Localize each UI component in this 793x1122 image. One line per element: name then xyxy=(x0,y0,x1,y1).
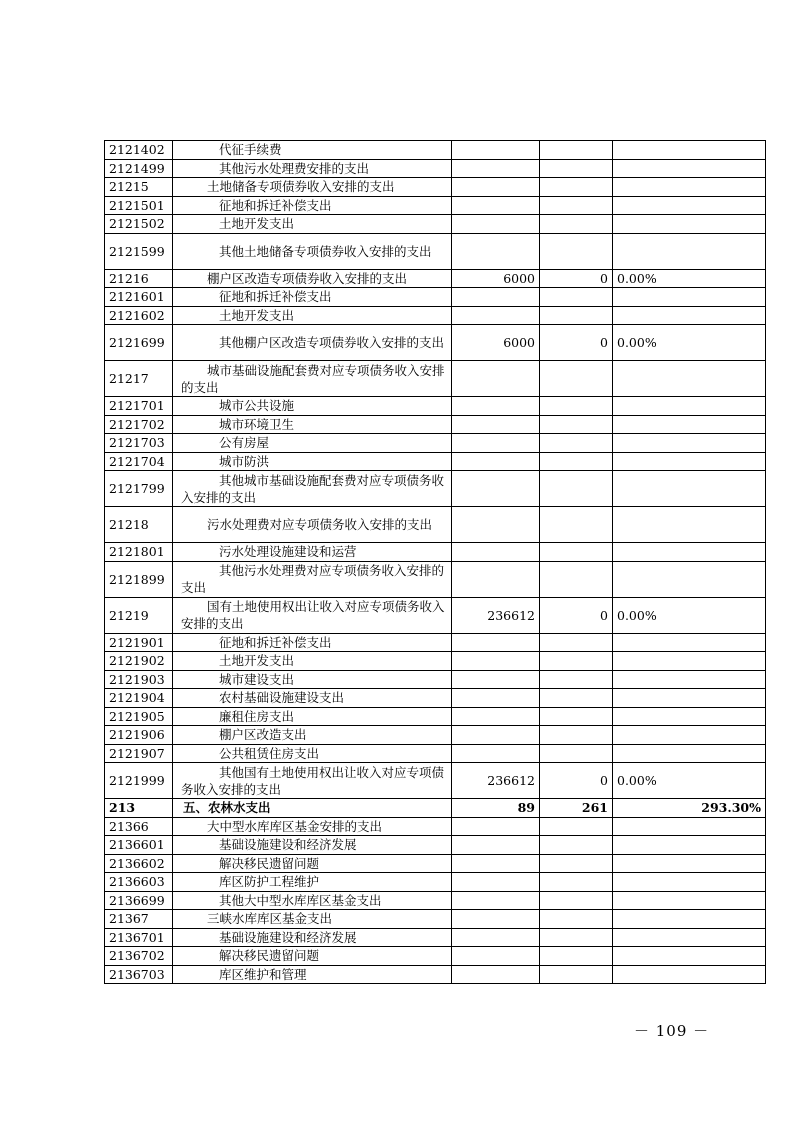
cell-budget-value xyxy=(452,910,540,929)
table-row xyxy=(105,196,766,215)
cell-name: 城市公共设施 xyxy=(173,397,452,416)
cell-percentage xyxy=(613,910,766,929)
cell-code: 2136699 xyxy=(105,891,173,910)
table-row xyxy=(105,471,766,507)
table-row xyxy=(105,397,766,416)
cell-name: 三峡水库库区基金支出 xyxy=(173,910,452,929)
cell-actual-value xyxy=(540,452,613,471)
cell-budget-value xyxy=(452,141,540,160)
cell-actual-value xyxy=(540,652,613,671)
table-row xyxy=(105,670,766,689)
cell-code: 2136603 xyxy=(105,873,173,892)
table-row xyxy=(105,178,766,197)
cell-budget-value xyxy=(452,652,540,671)
cell-actual-value xyxy=(540,543,613,562)
cell-budget-value xyxy=(452,670,540,689)
cell-name: 基础设施建设和经济发展 xyxy=(173,836,452,855)
cell-name: 棚户区改造支出 xyxy=(173,726,452,745)
cell-percentage xyxy=(613,159,766,178)
cell-name: 土地开发支出 xyxy=(173,215,452,234)
cell-budget-value xyxy=(452,817,540,836)
table-row xyxy=(105,763,766,799)
cell-budget-value xyxy=(452,471,540,507)
cell-actual-value xyxy=(540,561,613,597)
cell-percentage xyxy=(613,397,766,416)
cell-actual-value xyxy=(540,947,613,966)
cell-actual-value xyxy=(540,836,613,855)
cell-percentage xyxy=(613,947,766,966)
cell-code: 2121402 xyxy=(105,141,173,160)
table-row xyxy=(105,159,766,178)
cell-percentage xyxy=(613,726,766,745)
cell-budget-value xyxy=(452,415,540,434)
cell-actual-value xyxy=(540,434,613,453)
cell-actual-value xyxy=(540,159,613,178)
cell-actual-value xyxy=(540,361,613,397)
table-row xyxy=(105,726,766,745)
cell-budget-value xyxy=(452,288,540,307)
cell-actual-value xyxy=(540,726,613,745)
cell-percentage xyxy=(613,233,766,269)
table-row xyxy=(105,269,766,288)
cell-code: 2136703 xyxy=(105,965,173,984)
cell-percentage xyxy=(613,928,766,947)
table-row xyxy=(105,434,766,453)
cell-name: 城市防洪 xyxy=(173,452,452,471)
cell-actual-value: 0 xyxy=(540,597,613,633)
table-row xyxy=(105,836,766,855)
table-row xyxy=(105,306,766,325)
cell-actual-value xyxy=(540,910,613,929)
table-row xyxy=(105,891,766,910)
table-row xyxy=(105,543,766,562)
cell-actual-value xyxy=(540,633,613,652)
cell-percentage: 0.00% xyxy=(613,325,766,361)
cell-code: 2121903 xyxy=(105,670,173,689)
cell-budget-value xyxy=(452,873,540,892)
cell-budget-value xyxy=(452,561,540,597)
cell-percentage xyxy=(613,873,766,892)
table-row xyxy=(105,652,766,671)
cell-budget-value xyxy=(452,233,540,269)
cell-code: 2136602 xyxy=(105,854,173,873)
cell-percentage xyxy=(613,965,766,984)
cell-budget-value: 89 xyxy=(452,799,540,818)
cell-budget-value xyxy=(452,306,540,325)
cell-budget-value: 6000 xyxy=(452,269,540,288)
cell-name: 土地储备专项债券收入安排的支出 xyxy=(173,178,452,197)
cell-name: 其他棚户区改造专项债券收入安排的支出 xyxy=(173,325,452,361)
cell-code: 21217 xyxy=(105,361,173,397)
cell-name: 代征手续费 xyxy=(173,141,452,160)
cell-name: 五、农林水支出 xyxy=(173,799,452,818)
cell-budget-value xyxy=(452,891,540,910)
cell-code: 2121601 xyxy=(105,288,173,307)
cell-code: 2121799 xyxy=(105,471,173,507)
cell-name: 其他污水处理费安排的支出 xyxy=(173,159,452,178)
cell-code: 2121699 xyxy=(105,325,173,361)
cell-code: 2136701 xyxy=(105,928,173,947)
cell-name: 城市建设支出 xyxy=(173,670,452,689)
cell-name: 污水处理设施建设和运营 xyxy=(173,543,452,562)
cell-name: 其他大中型水库库区基金支出 xyxy=(173,891,452,910)
cell-percentage xyxy=(613,744,766,763)
cell-actual-value xyxy=(540,817,613,836)
cell-name: 解决移民遗留问题 xyxy=(173,947,452,966)
cell-actual-value: 0 xyxy=(540,325,613,361)
cell-budget-value xyxy=(452,854,540,873)
cell-code: 2121702 xyxy=(105,415,173,434)
cell-percentage xyxy=(613,434,766,453)
cell-budget-value xyxy=(452,836,540,855)
cell-percentage: 0.00% xyxy=(613,269,766,288)
table-row xyxy=(105,215,766,234)
cell-actual-value xyxy=(540,873,613,892)
cell-budget-value: 236612 xyxy=(452,597,540,633)
table-row xyxy=(105,415,766,434)
cell-actual-value xyxy=(540,689,613,708)
page-number: － 109 － xyxy=(634,1022,710,1040)
cell-name: 土地开发支出 xyxy=(173,306,452,325)
table-row xyxy=(105,633,766,652)
cell-budget-value xyxy=(452,928,540,947)
cell-name: 其他土地储备专项债券收入安排的支出 xyxy=(173,233,452,269)
cell-actual-value xyxy=(540,854,613,873)
table-row xyxy=(105,689,766,708)
cell-actual-value xyxy=(540,507,613,543)
cell-percentage xyxy=(613,854,766,873)
cell-percentage xyxy=(613,836,766,855)
cell-actual-value: 0 xyxy=(540,763,613,799)
cell-percentage xyxy=(613,215,766,234)
cell-actual-value xyxy=(540,891,613,910)
cell-name: 棚户区改造专项债券收入安排的支出 xyxy=(173,269,452,288)
cell-code: 2121501 xyxy=(105,196,173,215)
table-row xyxy=(105,452,766,471)
table-row xyxy=(105,947,766,966)
cell-code: 2121499 xyxy=(105,159,173,178)
cell-budget-value xyxy=(452,726,540,745)
cell-percentage xyxy=(613,817,766,836)
cell-name: 公共租赁住房支出 xyxy=(173,744,452,763)
table-row xyxy=(105,744,766,763)
cell-percentage xyxy=(613,670,766,689)
cell-code: 21219 xyxy=(105,597,173,633)
cell-actual-value: 0 xyxy=(540,269,613,288)
cell-code: 2121904 xyxy=(105,689,173,708)
cell-code: 2136601 xyxy=(105,836,173,855)
table-row xyxy=(105,561,766,597)
cell-budget-value xyxy=(452,159,540,178)
cell-percentage xyxy=(613,196,766,215)
cell-budget-value xyxy=(452,196,540,215)
cell-actual-value xyxy=(540,215,613,234)
cell-code: 2136702 xyxy=(105,947,173,966)
cell-percentage xyxy=(613,561,766,597)
cell-code: 2121704 xyxy=(105,452,173,471)
table-row xyxy=(105,928,766,947)
table-row xyxy=(105,817,766,836)
table-row xyxy=(105,597,766,633)
table-row xyxy=(105,707,766,726)
cell-actual-value xyxy=(540,928,613,947)
cell-name: 国有土地使用权出让收入对应专项债务收入安排的支出 xyxy=(173,597,452,633)
cell-code: 213 xyxy=(105,799,173,818)
cell-budget-value xyxy=(452,434,540,453)
cell-percentage: 0.00% xyxy=(613,763,766,799)
cell-code: 21366 xyxy=(105,817,173,836)
cell-budget-value: 236612 xyxy=(452,763,540,799)
cell-actual-value xyxy=(540,707,613,726)
cell-code: 2121502 xyxy=(105,215,173,234)
cell-code: 21215 xyxy=(105,178,173,197)
cell-actual-value xyxy=(540,178,613,197)
cell-budget-value xyxy=(452,633,540,652)
table-row xyxy=(105,965,766,984)
table-row xyxy=(105,799,766,818)
cell-code: 2121901 xyxy=(105,633,173,652)
cell-actual-value xyxy=(540,288,613,307)
cell-percentage xyxy=(613,689,766,708)
cell-name: 农村基础设施建设支出 xyxy=(173,689,452,708)
table-row xyxy=(105,288,766,307)
budget-table xyxy=(104,140,766,984)
table-row xyxy=(105,507,766,543)
cell-budget-value xyxy=(452,947,540,966)
cell-code: 2121599 xyxy=(105,233,173,269)
cell-percentage xyxy=(613,471,766,507)
table-row xyxy=(105,910,766,929)
cell-name: 其他城市基础设施配套费对应专项债务收入安排的支出 xyxy=(173,471,452,507)
cell-budget-value xyxy=(452,397,540,416)
cell-budget-value xyxy=(452,178,540,197)
table-body xyxy=(105,141,766,984)
cell-actual-value xyxy=(540,744,613,763)
cell-name: 解决移民遗留问题 xyxy=(173,854,452,873)
cell-budget-value xyxy=(452,707,540,726)
cell-percentage xyxy=(613,288,766,307)
cell-actual-value xyxy=(540,233,613,269)
table-row xyxy=(105,325,766,361)
cell-code: 2121907 xyxy=(105,744,173,763)
cell-name: 污水处理费对应专项债务收入安排的支出 xyxy=(173,507,452,543)
cell-percentage xyxy=(613,543,766,562)
cell-actual-value xyxy=(540,196,613,215)
cell-name: 大中型水库库区基金安排的支出 xyxy=(173,817,452,836)
cell-percentage: 0.00% xyxy=(613,597,766,633)
table-row xyxy=(105,854,766,873)
cell-code: 2121701 xyxy=(105,397,173,416)
cell-code: 2121999 xyxy=(105,763,173,799)
cell-name: 征地和拆迁补偿支出 xyxy=(173,196,452,215)
cell-percentage xyxy=(613,306,766,325)
cell-code: 2121902 xyxy=(105,652,173,671)
cell-code: 2121905 xyxy=(105,707,173,726)
cell-percentage: 293.30% xyxy=(613,799,766,818)
cell-percentage xyxy=(613,178,766,197)
table-row xyxy=(105,873,766,892)
cell-name: 公有房屋 xyxy=(173,434,452,453)
cell-percentage xyxy=(613,891,766,910)
cell-code: 2121899 xyxy=(105,561,173,597)
cell-actual-value xyxy=(540,965,613,984)
cell-percentage xyxy=(613,652,766,671)
cell-code: 21367 xyxy=(105,910,173,929)
cell-budget-value xyxy=(452,361,540,397)
cell-name: 其他国有土地使用权出让收入对应专项债务收入安排的支出 xyxy=(173,763,452,799)
cell-actual-value xyxy=(540,471,613,507)
cell-budget-value xyxy=(452,965,540,984)
cell-percentage xyxy=(613,361,766,397)
cell-code: 2121801 xyxy=(105,543,173,562)
cell-actual-value xyxy=(540,415,613,434)
cell-budget-value: 6000 xyxy=(452,325,540,361)
cell-actual-value xyxy=(540,306,613,325)
cell-budget-value xyxy=(452,689,540,708)
cell-percentage xyxy=(613,633,766,652)
cell-name: 库区维护和管理 xyxy=(173,965,452,984)
cell-name: 城市环境卫生 xyxy=(173,415,452,434)
cell-percentage xyxy=(613,507,766,543)
cell-code: 21218 xyxy=(105,507,173,543)
cell-actual-value xyxy=(540,141,613,160)
cell-name: 库区防护工程维护 xyxy=(173,873,452,892)
cell-budget-value xyxy=(452,507,540,543)
cell-name: 廉租住房支出 xyxy=(173,707,452,726)
cell-budget-value xyxy=(452,452,540,471)
table-row xyxy=(105,233,766,269)
cell-budget-value xyxy=(452,543,540,562)
cell-code: 2121703 xyxy=(105,434,173,453)
cell-name: 征地和拆迁补偿支出 xyxy=(173,633,452,652)
cell-code: 21216 xyxy=(105,269,173,288)
cell-name: 基础设施建设和经济发展 xyxy=(173,928,452,947)
cell-percentage xyxy=(613,452,766,471)
cell-percentage xyxy=(613,141,766,160)
cell-actual-value: 261 xyxy=(540,799,613,818)
table-row xyxy=(105,361,766,397)
cell-budget-value xyxy=(452,744,540,763)
table-row xyxy=(105,141,766,160)
cell-budget-value xyxy=(452,215,540,234)
cell-name: 征地和拆迁补偿支出 xyxy=(173,288,452,307)
cell-code: 2121602 xyxy=(105,306,173,325)
cell-percentage xyxy=(613,415,766,434)
cell-code: 2121906 xyxy=(105,726,173,745)
cell-name: 其他污水处理费对应专项债务收入安排的支出 xyxy=(173,561,452,597)
cell-name: 土地开发支出 xyxy=(173,652,452,671)
cell-name: 城市基础设施配套费对应专项债务收入安排的支出 xyxy=(173,361,452,397)
cell-actual-value xyxy=(540,397,613,416)
cell-actual-value xyxy=(540,670,613,689)
cell-percentage xyxy=(613,707,766,726)
